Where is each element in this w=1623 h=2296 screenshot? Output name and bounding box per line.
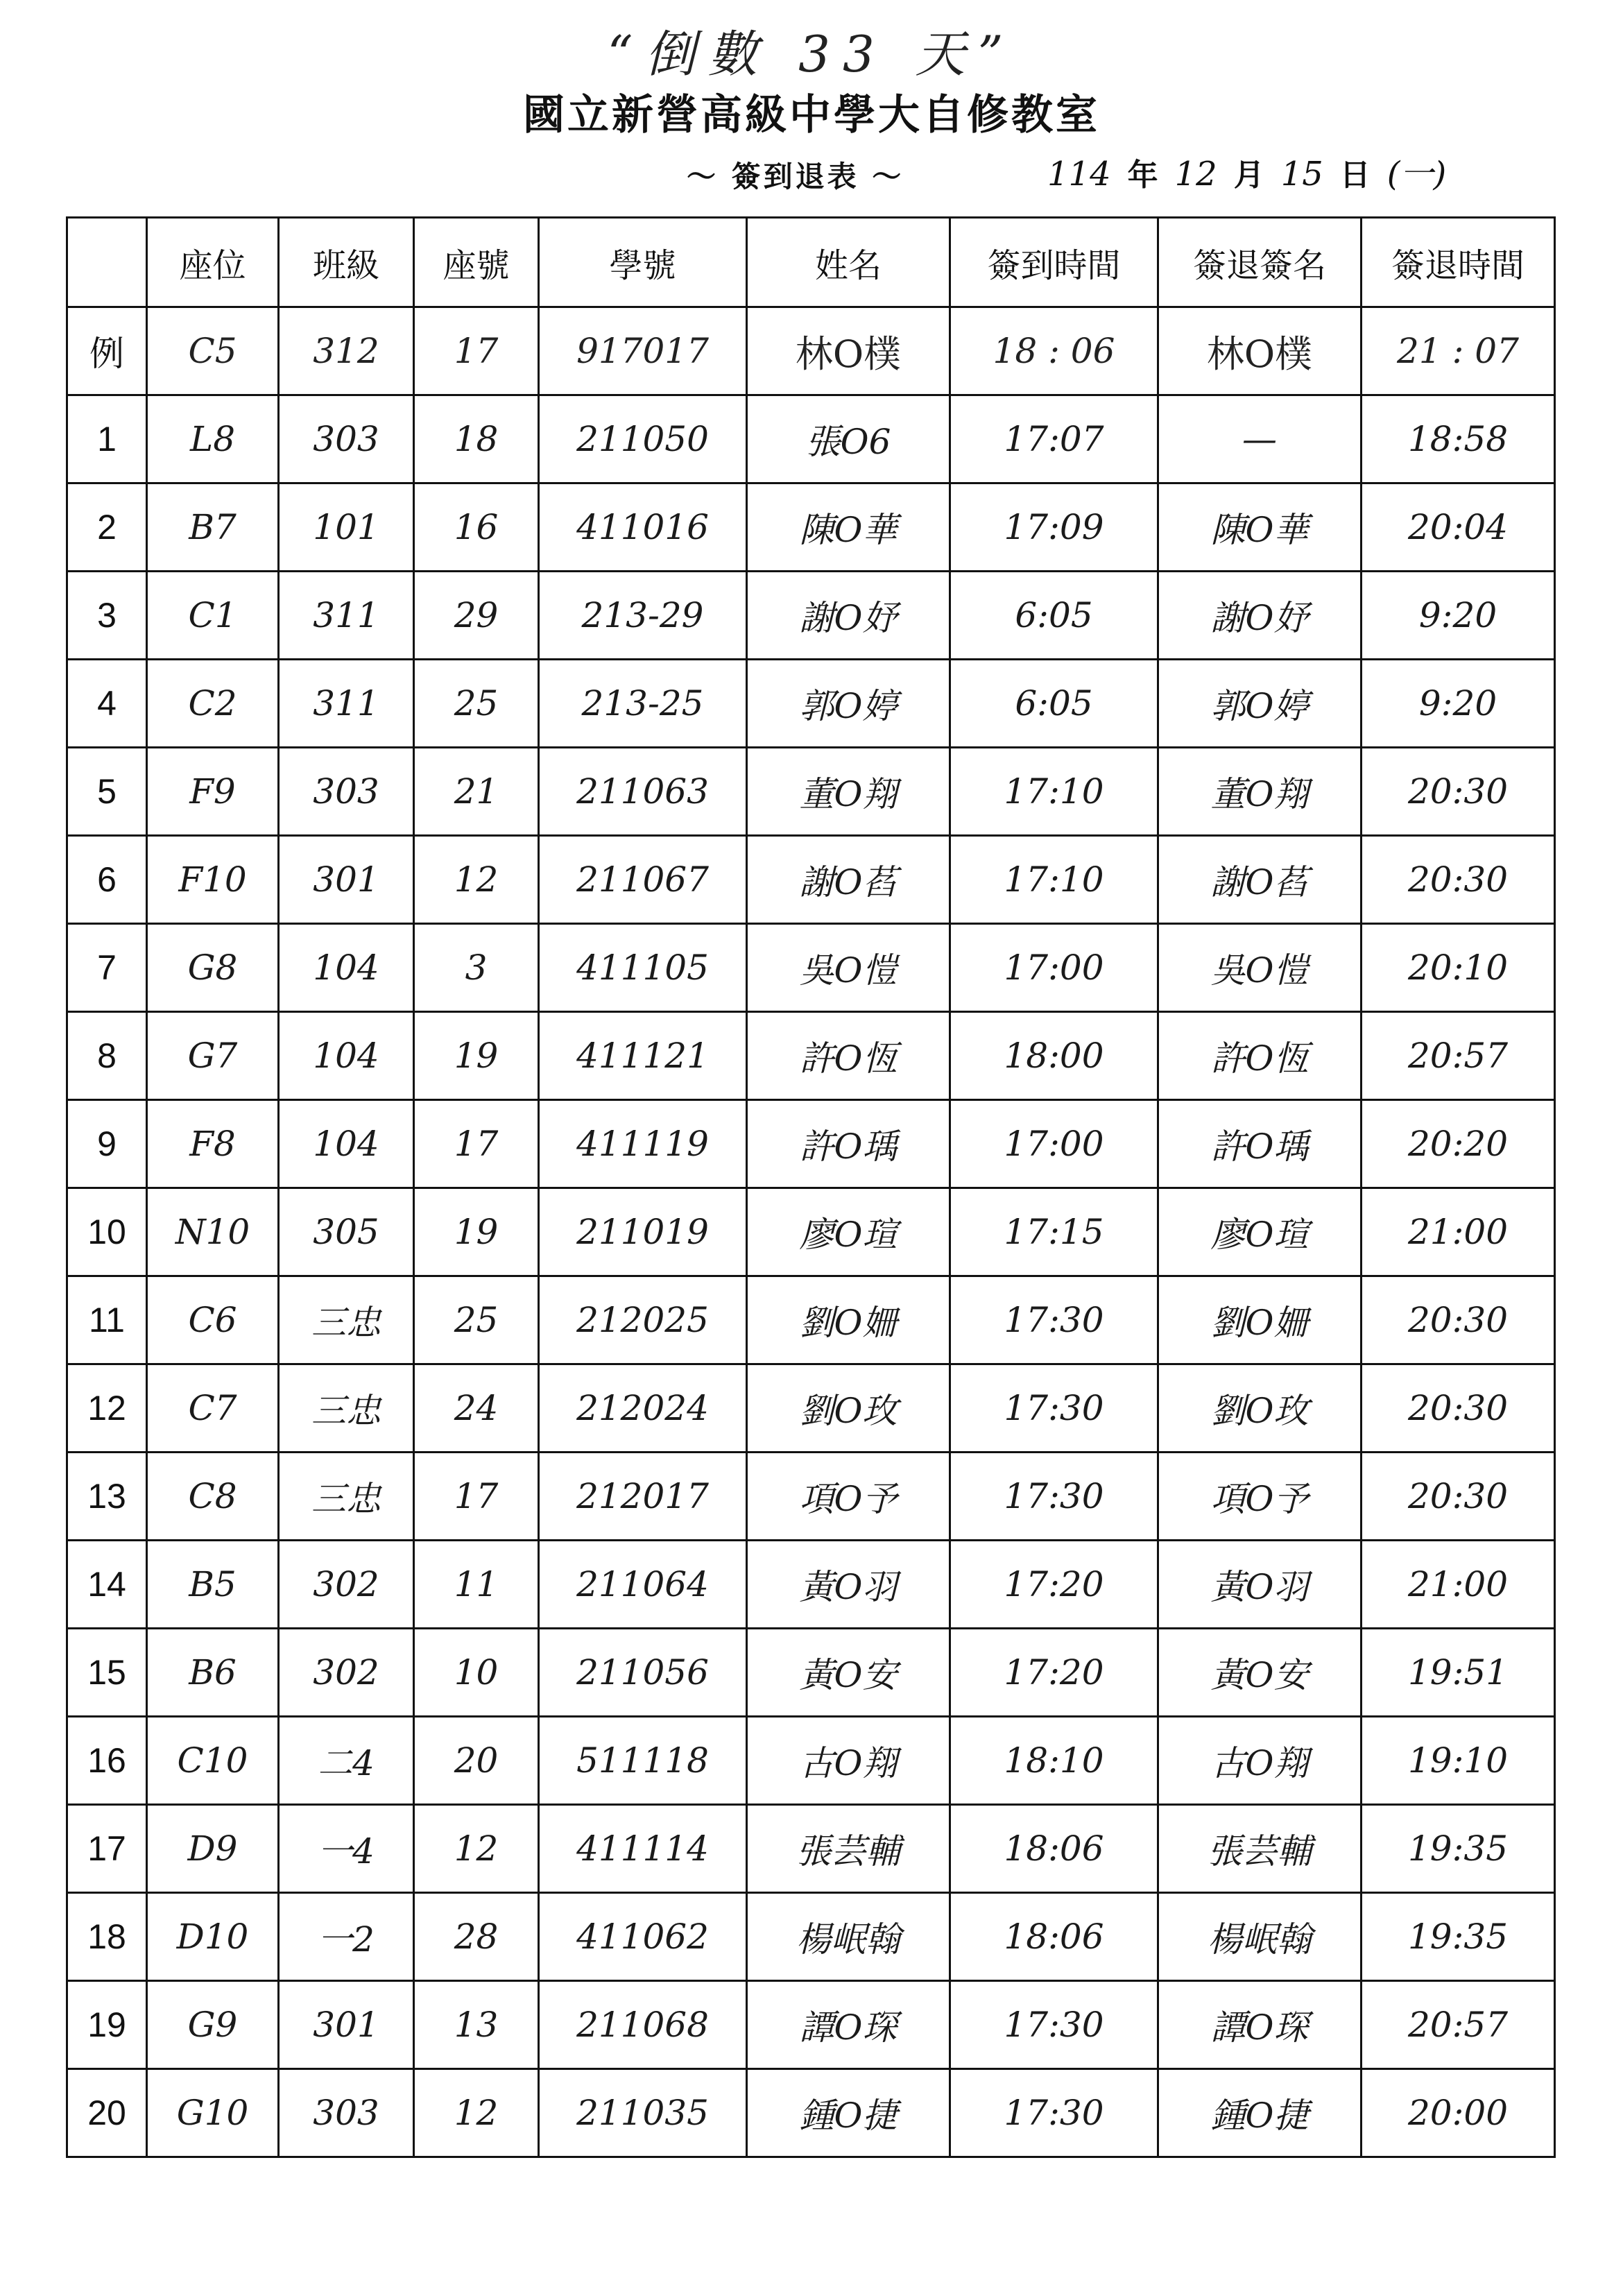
cell-class: 一2 (279, 1893, 414, 1981)
cell-class: 303 (279, 395, 414, 483)
cell-class: 104 (279, 924, 414, 1012)
cell-sign-out-name: 郭O婷 (1158, 660, 1362, 748)
cell-sign-out-time: 19:35 (1362, 1893, 1555, 1981)
cell-sign-out-time: 20:57 (1362, 1981, 1555, 2069)
cell-student-id: 211056 (539, 1629, 747, 1717)
cell-seat-no: 12 (414, 836, 539, 924)
countdown-note: “倒數 33 天” (607, 25, 1016, 83)
cell-sign-in-time: 17:30 (950, 1453, 1158, 1541)
cell-row-number: 4 (67, 660, 147, 748)
cell-sign-in-time: 18:00 (950, 1012, 1158, 1100)
cell-row-number: 11 (67, 1276, 147, 1364)
cell-seat-no: 17 (414, 1453, 539, 1541)
cell-sign-out-time: 20:30 (1362, 1364, 1555, 1453)
cell-sign-out-time: 20:57 (1362, 1012, 1555, 1100)
cell-sign-in-time: 6:05 (950, 660, 1158, 748)
cell-name: 謝O萏 (747, 836, 950, 924)
cell-seat-no: 25 (414, 1276, 539, 1364)
cell-seat: G8 (147, 924, 279, 1012)
cell-sign-out-time: 20:04 (1362, 483, 1555, 572)
cell-class: 302 (279, 1629, 414, 1717)
table-row (67, 1629, 1555, 1717)
cell-sign-out-name: 劉O姍 (1158, 1276, 1362, 1364)
cell-row-number: 12 (67, 1364, 147, 1453)
table-header-row (67, 218, 1555, 307)
cell-seat: N10 (147, 1188, 279, 1276)
cell-seat-no: 13 (414, 1981, 539, 2069)
cell-sign-in-time: 18:06 (950, 1893, 1158, 1981)
cell-name: 林O樸 (747, 307, 950, 395)
cell-seat: C1 (147, 572, 279, 660)
cell-name: 劉O姍 (747, 1276, 950, 1364)
cell-student-id: 211050 (539, 395, 747, 483)
example-row (67, 307, 1555, 395)
cell-sign-in-time: 18:06 (950, 1805, 1158, 1893)
cell-sign-in-time: 17:10 (950, 748, 1158, 836)
cell-row-number: 20 (67, 2069, 147, 2157)
cell-class: 311 (279, 572, 414, 660)
table-row (67, 836, 1555, 924)
cell-student-id: 213-29 (539, 572, 747, 660)
table-row (67, 1100, 1555, 1188)
cell-sign-out-time: 20:00 (1362, 2069, 1555, 2157)
table-row (67, 924, 1555, 1012)
cell-row-number: 1 (67, 395, 147, 483)
cell-seat: L8 (147, 395, 279, 483)
cell-student-id: 211019 (539, 1188, 747, 1276)
cell-student-id: 211064 (539, 1541, 747, 1629)
cell-sign-out-name: 吳O愷 (1158, 924, 1362, 1012)
cell-seat-no: 21 (414, 748, 539, 836)
cell-sign-in-time: 17:00 (950, 924, 1158, 1012)
example-label: 例 (67, 307, 147, 395)
cell-student-id: 211067 (539, 836, 747, 924)
cell-seat-no: 19 (414, 1012, 539, 1100)
cell-student-id: 211063 (539, 748, 747, 836)
table-row (67, 1188, 1555, 1276)
cell-sign-in-time: 18 : 06 (950, 307, 1158, 395)
table-row (67, 2069, 1555, 2157)
cell-sign-out-time: 9:20 (1362, 572, 1555, 660)
table-row (67, 1981, 1555, 2069)
cell-row-number: 13 (67, 1453, 147, 1541)
cell-name: 楊岷翰 (747, 1893, 950, 1981)
cell-sign-in-time: 17:30 (950, 1981, 1158, 2069)
cell-student-id: 212025 (539, 1276, 747, 1364)
cell-name: 許O恆 (747, 1012, 950, 1100)
column-header-sign-in-time: 簽到時間 (950, 218, 1158, 307)
cell-seat-no: 12 (414, 2069, 539, 2157)
cell-seat-no: 28 (414, 1893, 539, 1981)
cell-name: 黃O安 (747, 1629, 950, 1717)
cell-seat: G10 (147, 2069, 279, 2157)
cell-row-number: 3 (67, 572, 147, 660)
cell-seat: B6 (147, 1629, 279, 1717)
cell-sign-out-time: 18:58 (1362, 395, 1555, 483)
cell-class: 301 (279, 836, 414, 924)
cell-sign-out-name: 譚O琛 (1158, 1981, 1362, 2069)
date-day: 15 (1280, 155, 1323, 194)
cell-sign-out-time: 9:20 (1362, 660, 1555, 748)
cell-sign-in-time: 17:20 (950, 1629, 1158, 1717)
cell-sign-in-time: 6:05 (950, 572, 1158, 660)
table-row (67, 1453, 1555, 1541)
cell-row-number: 2 (67, 483, 147, 572)
cell-name: 黃O羽 (747, 1541, 950, 1629)
cell-student-id: 212024 (539, 1364, 747, 1453)
cell-sign-in-time: 18:10 (950, 1717, 1158, 1805)
cell-student-id: 211035 (539, 2069, 747, 2157)
column-header-index (67, 218, 147, 307)
cell-class: 一4 (279, 1805, 414, 1893)
date-year-unit: 年 (1127, 157, 1158, 193)
cell-class: 二4 (279, 1717, 414, 1805)
cell-sign-out-name: 楊岷翰 (1158, 1893, 1362, 1981)
cell-sign-out-name: 林O樸 (1158, 307, 1362, 395)
cell-seat: F8 (147, 1100, 279, 1188)
table-row (67, 1805, 1555, 1893)
cell-sign-in-time: 17:07 (950, 395, 1158, 483)
form-date (1047, 147, 1446, 195)
cell-sign-out-time: 19:10 (1362, 1717, 1555, 1805)
cell-row-number: 15 (67, 1629, 147, 1717)
cell-sign-out-time: 20:30 (1362, 1453, 1555, 1541)
cell-sign-out-time: 20:30 (1362, 836, 1555, 924)
cell-sign-out-time: 19:51 (1362, 1629, 1555, 1717)
cell-sign-in-time: 17:30 (950, 1276, 1158, 1364)
cell-name: 董O翔 (747, 748, 950, 836)
date-month: 12 (1174, 155, 1217, 194)
cell-seat: C8 (147, 1453, 279, 1541)
cell-name: 陳O華 (747, 483, 950, 572)
cell-sign-out-name: 古O翔 (1158, 1717, 1362, 1805)
table-row (67, 395, 1555, 483)
cell-row-number: 5 (67, 748, 147, 836)
cell-seat-no: 29 (414, 572, 539, 660)
cell-name: 謝O妤 (747, 572, 950, 660)
cell-seat: C5 (147, 307, 279, 395)
cell-class: 104 (279, 1100, 414, 1188)
table-row (67, 572, 1555, 660)
cell-seat: B5 (147, 1541, 279, 1629)
cell-class: 101 (279, 483, 414, 572)
cell-sign-in-time: 17:00 (950, 1100, 1158, 1188)
cell-row-number: 18 (67, 1893, 147, 1981)
cell-sign-out-time: 21:00 (1362, 1188, 1555, 1276)
cell-student-id: 411062 (539, 1893, 747, 1981)
cell-class: 104 (279, 1012, 414, 1100)
cell-sign-out-name: 項O予 (1158, 1453, 1362, 1541)
form-subtitle: ～ 簽到退表 ～ (687, 160, 904, 194)
cell-class: 305 (279, 1188, 414, 1276)
table-row (67, 660, 1555, 748)
cell-seat-no: 10 (414, 1629, 539, 1717)
cell-seat-no: 16 (414, 483, 539, 572)
cell-row-number: 14 (67, 1541, 147, 1629)
cell-seat-no: 24 (414, 1364, 539, 1453)
cell-seat-no: 12 (414, 1805, 539, 1893)
cell-student-id: 917017 (539, 307, 747, 395)
cell-seat-no: 20 (414, 1717, 539, 1805)
cell-row-number: 6 (67, 836, 147, 924)
cell-class: 302 (279, 1541, 414, 1629)
cell-sign-out-name: 許O瑀 (1158, 1100, 1362, 1188)
table-row (67, 1717, 1555, 1805)
cell-sign-out-name: 張芸輔 (1158, 1805, 1362, 1893)
cell-seat-no: 17 (414, 307, 539, 395)
cell-sign-out-name: — (1158, 395, 1362, 483)
cell-seat: F10 (147, 836, 279, 924)
table-row (67, 1012, 1555, 1100)
cell-seat: G9 (147, 1981, 279, 2069)
cell-seat-no: 25 (414, 660, 539, 748)
table-row (67, 1364, 1555, 1453)
cell-sign-out-name: 黃O羽 (1158, 1541, 1362, 1629)
cell-sign-out-name: 許O恆 (1158, 1012, 1362, 1100)
cell-student-id: 212017 (539, 1453, 747, 1541)
cell-name: 許O瑀 (747, 1100, 950, 1188)
cell-seat-no: 3 (414, 924, 539, 1012)
cell-row-number: 8 (67, 1012, 147, 1100)
cell-class: 三忠 (279, 1453, 414, 1541)
cell-row-number: 19 (67, 1981, 147, 2069)
date-month-unit: 月 (1233, 157, 1264, 193)
cell-sign-out-name: 劉O玫 (1158, 1364, 1362, 1453)
cell-name: 張O6 (747, 395, 950, 483)
cell-sign-out-time: 19:35 (1362, 1805, 1555, 1893)
cell-seat: C2 (147, 660, 279, 748)
cell-seat: D9 (147, 1805, 279, 1893)
date-weekday: (一) (1386, 155, 1447, 194)
cell-student-id: 213-25 (539, 660, 747, 748)
cell-student-id: 411105 (539, 924, 747, 1012)
column-header-sign-out-time: 簽退時間 (1362, 218, 1555, 307)
column-header-sign-out-name: 簽退簽名 (1158, 218, 1362, 307)
cell-sign-out-time: 20:30 (1362, 1276, 1555, 1364)
date-year: 114 (1047, 155, 1111, 194)
column-header-name: 姓名 (747, 218, 950, 307)
cell-sign-in-time: 17:09 (950, 483, 1158, 572)
cell-class: 301 (279, 1981, 414, 2069)
cell-student-id: 411121 (539, 1012, 747, 1100)
cell-seat-no: 11 (414, 1541, 539, 1629)
cell-sign-out-name: 陳O華 (1158, 483, 1362, 572)
sign-in-table (66, 216, 1556, 2158)
cell-row-number: 10 (67, 1188, 147, 1276)
cell-name: 古O翔 (747, 1717, 950, 1805)
column-header-seat-no: 座號 (414, 218, 539, 307)
column-header-student-id: 學號 (539, 218, 747, 307)
cell-name: 鍾O捷 (747, 2069, 950, 2157)
cell-seat-no: 18 (414, 395, 539, 483)
cell-sign-out-time: 21:00 (1362, 1541, 1555, 1629)
cell-seat: F9 (147, 748, 279, 836)
cell-student-id: 411119 (539, 1100, 747, 1188)
cell-student-id: 411114 (539, 1805, 747, 1893)
cell-name: 劉O玫 (747, 1364, 950, 1453)
cell-name: 張芸輔 (747, 1805, 950, 1893)
cell-seat-no: 17 (414, 1100, 539, 1188)
cell-class: 311 (279, 660, 414, 748)
cell-sign-out-name: 謝O萏 (1158, 836, 1362, 924)
cell-seat: B7 (147, 483, 279, 572)
cell-sign-in-time: 17:20 (950, 1541, 1158, 1629)
column-header-class: 班級 (279, 218, 414, 307)
cell-sign-in-time: 17:10 (950, 836, 1158, 924)
cell-student-id: 411016 (539, 483, 747, 572)
cell-sign-out-time: 20:30 (1362, 748, 1555, 836)
cell-name: 項O予 (747, 1453, 950, 1541)
cell-sign-out-name: 廖O瑄 (1158, 1188, 1362, 1276)
cell-sign-out-name: 董O翔 (1158, 748, 1362, 836)
cell-seat: C10 (147, 1717, 279, 1805)
cell-seat: C7 (147, 1364, 279, 1453)
cell-sign-in-time: 17:30 (950, 2069, 1158, 2157)
table-row (67, 1541, 1555, 1629)
cell-row-number: 9 (67, 1100, 147, 1188)
cell-name: 廖O瑄 (747, 1188, 950, 1276)
cell-class: 303 (279, 748, 414, 836)
cell-seat: C6 (147, 1276, 279, 1364)
cell-row-number: 17 (67, 1805, 147, 1893)
cell-name: 郭O婷 (747, 660, 950, 748)
table-row (67, 483, 1555, 572)
cell-class: 312 (279, 307, 414, 395)
cell-sign-in-time: 17:30 (950, 1364, 1158, 1453)
table-row (67, 1893, 1555, 1981)
cell-sign-in-time: 17:15 (950, 1188, 1158, 1276)
cell-name: 吳O愷 (747, 924, 950, 1012)
cell-seat-no: 19 (414, 1188, 539, 1276)
cell-sign-out-name: 黃O安 (1158, 1629, 1362, 1717)
cell-sign-out-time: 21 : 07 (1362, 307, 1555, 395)
page-title: 國立新營高級中學大自修教室 (523, 91, 1100, 139)
cell-class: 303 (279, 2069, 414, 2157)
date-day-unit: 日 (1339, 157, 1371, 193)
cell-class: 三忠 (279, 1364, 414, 1453)
cell-seat: G7 (147, 1012, 279, 1100)
cell-name: 譚O琛 (747, 1981, 950, 2069)
column-header-seat: 座位 (147, 218, 279, 307)
table-row (67, 1276, 1555, 1364)
cell-student-id: 211068 (539, 1981, 747, 2069)
table-row (67, 748, 1555, 836)
cell-sign-out-name: 謝O妤 (1158, 572, 1362, 660)
cell-seat: D10 (147, 1893, 279, 1981)
cell-sign-out-name: 鍾O捷 (1158, 2069, 1362, 2157)
cell-row-number: 16 (67, 1717, 147, 1805)
cell-row-number: 7 (67, 924, 147, 1012)
cell-student-id: 511118 (539, 1717, 747, 1805)
cell-sign-out-time: 20:20 (1362, 1100, 1555, 1188)
cell-class: 三忠 (279, 1276, 414, 1364)
cell-sign-out-time: 20:10 (1362, 924, 1555, 1012)
